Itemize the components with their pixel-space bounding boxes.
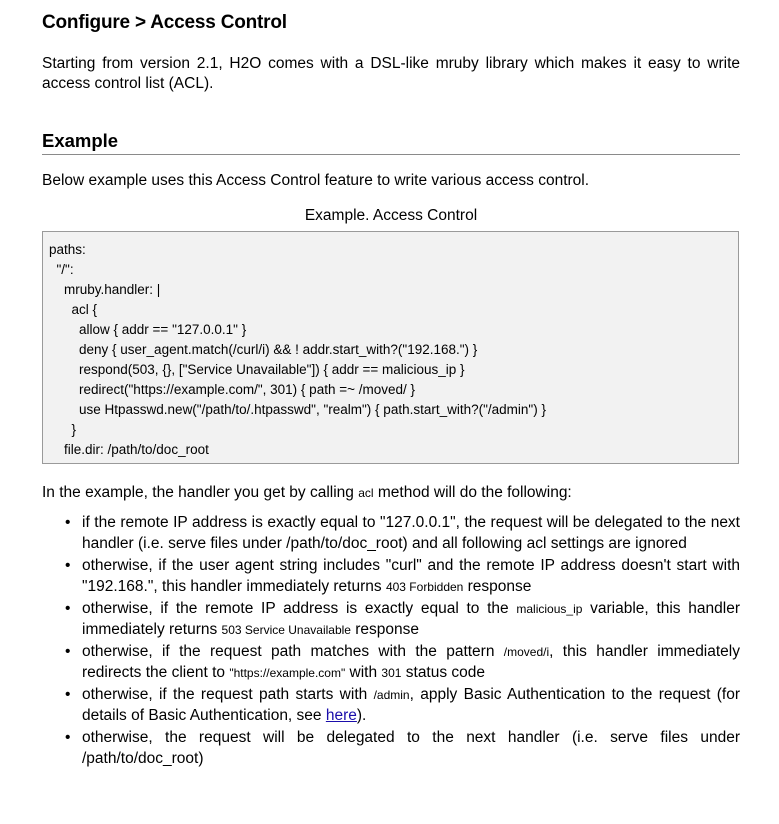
here-link[interactable]: here	[325, 706, 357, 724]
section-heading-example: Example	[42, 130, 740, 155]
item-text: otherwise, if the user agent string includes "curl" and the remote IP address doesn't start with "192.168.", this handler immediately returns	[82, 557, 740, 595]
item-text: , this handler immediately redirects the client to	[82, 643, 740, 681]
inline-code: acl	[358, 486, 374, 500]
inline-code: /moved/i	[503, 645, 550, 659]
list-item	[82, 599, 740, 640]
item-text: otherwise, if the remote IP address is exactly equal to the	[82, 600, 517, 617]
code-block	[42, 231, 739, 464]
code-line: mruby.handler: |	[49, 282, 161, 297]
lead-text: method will do the following:	[373, 484, 572, 501]
list-item	[82, 513, 740, 554]
intro-paragraph: Starting from version 2.1, H2O comes with a DSL-like mruby library which makes it easy to write access control list (ACL).	[42, 55, 740, 92]
page-title: Configure > Access Control	[42, 12, 287, 33]
code-line: paths:	[49, 242, 86, 257]
code-line: deny { user_agent.match(/curl/i) && ! addr.start_with?("192.168.") }	[49, 342, 478, 357]
item-text: response	[463, 577, 532, 595]
inline-code: 301	[381, 665, 402, 680]
item-text: , apply Basic Authentication to the request (for details of Basic Authentication, see	[82, 686, 740, 724]
inline-code: malicious_ip	[516, 602, 583, 616]
list-item	[82, 685, 740, 726]
item-text: otherwise, the request will be delegated to the next handler (i.e. serve files under /path/to/doc_root)	[82, 729, 740, 767]
example-caption: Example. Access Control	[304, 207, 478, 224]
inline-code: 503 Service Unavailable	[221, 622, 351, 637]
item-text: status code	[401, 663, 486, 681]
inline-code: "https://example.com"	[229, 665, 346, 680]
item-text: variable, this handler immediately returns	[82, 600, 740, 638]
code-line: acl {	[49, 302, 98, 317]
item-text: if the remote IP address is exactly equal to "127.0.0.1", the request will be delegated to the next handler (i.e. serve files under /path/to/doc_root) and all following acl settings are ignored	[82, 514, 740, 552]
code-line: "/":	[49, 262, 74, 277]
example-description: Below example uses this Access Control feature to write various access control.	[42, 172, 590, 189]
code-line: file.dir: /path/to/doc_root	[49, 442, 209, 457]
code-line: redirect("https://example.com/", 301) { path =~ /moved/ }	[49, 382, 416, 397]
inline-code: /admin	[373, 688, 410, 702]
item-text: with	[345, 663, 382, 681]
code-line: allow { addr == "127.0.0.1" }	[49, 322, 247, 337]
item-text: ).	[356, 706, 367, 724]
list-item	[82, 728, 740, 769]
code-line: respond(503, {}, ["Service Unavailable"]) { addr == malicious_ip }	[49, 362, 465, 377]
lead-text: In the example, the handler you get by calling	[42, 484, 359, 501]
item-text: otherwise, if the request path matches with the pattern	[82, 643, 504, 660]
item-text: response	[350, 620, 420, 638]
list-item	[82, 642, 740, 683]
inline-code: 403 Forbidden	[385, 579, 464, 594]
rule-list	[42, 513, 740, 771]
explanation-lead	[42, 484, 572, 502]
list-item	[82, 556, 740, 597]
code-line: use Htpasswd.new("/path/to/.htpasswd", "realm") { path.start_with?("/admin") }	[49, 402, 546, 417]
item-text: otherwise, if the request path starts with	[82, 686, 374, 703]
code-line: }	[49, 422, 77, 437]
